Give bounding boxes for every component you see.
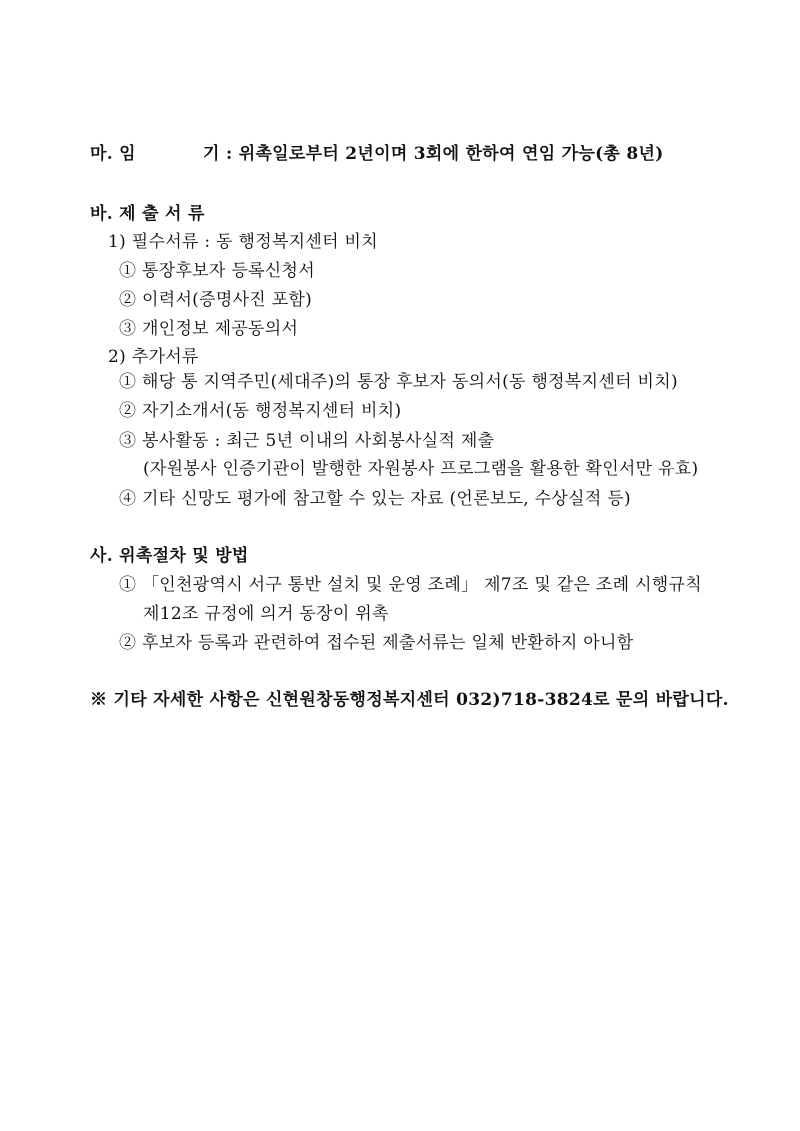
additional-item-3-note: (자원봉사 인증기관이 발행한 자원봉사 프로그램을 활용한 확인서만 유효): [143, 459, 699, 479]
additional-item-1: ① 해당 통 지역주민(세대주)의 통장 후보자 동의서(동 행정복지센터 비치): [119, 372, 678, 392]
term-text: 기 : 위촉일로부터 2년이며 3회에 한하여 연임 가능(총 8년): [203, 144, 664, 164]
appointment-procedure-heading: 사. 위촉절차 및 방법: [90, 546, 249, 566]
submission-documents-heading: 바. 제 출 서 류: [90, 204, 205, 224]
additional-item-4: ④ 기타 신망도 평가에 참고할 수 있는 자료 (언론보도, 수상실적 등): [119, 489, 631, 509]
required-documents-title: 1) 필수서류 : 동 행정복지센터 비치: [108, 232, 378, 252]
term-label: 마. 임: [90, 144, 136, 164]
procedure-item-1: ① 「인천광역시 서구 통반 설치 및 운영 조례」 제7조 및 같은 조례 시행규칙: [119, 575, 702, 595]
required-item-1: ① 통장후보자 등록신청서: [119, 261, 315, 281]
procedure-item-2: ② 후보자 등록과 관련하여 접수된 제출서류는 일체 반환하지 아니함: [119, 633, 634, 653]
procedure-item-1-continued: 제12조 규정에 의거 동장이 위촉: [143, 604, 389, 624]
term-line: [90, 143, 664, 165]
required-item-2: ② 이력서(증명사진 포함): [119, 290, 313, 310]
contact-note: ※ 기타 자세한 사항은 신현원창동행정복지센터 032)718-3824로 문의 바랍니다.: [90, 690, 729, 710]
required-item-3: ③ 개인정보 제공동의서: [119, 319, 299, 339]
additional-item-3: ③ 봉사활동 : 최근 5년 이내의 사회봉사실적 제출: [119, 431, 495, 451]
additional-documents-title: 2) 추가서류: [108, 347, 199, 367]
additional-item-2: ② 자기소개서(동 행정복지센터 비치): [119, 401, 402, 421]
